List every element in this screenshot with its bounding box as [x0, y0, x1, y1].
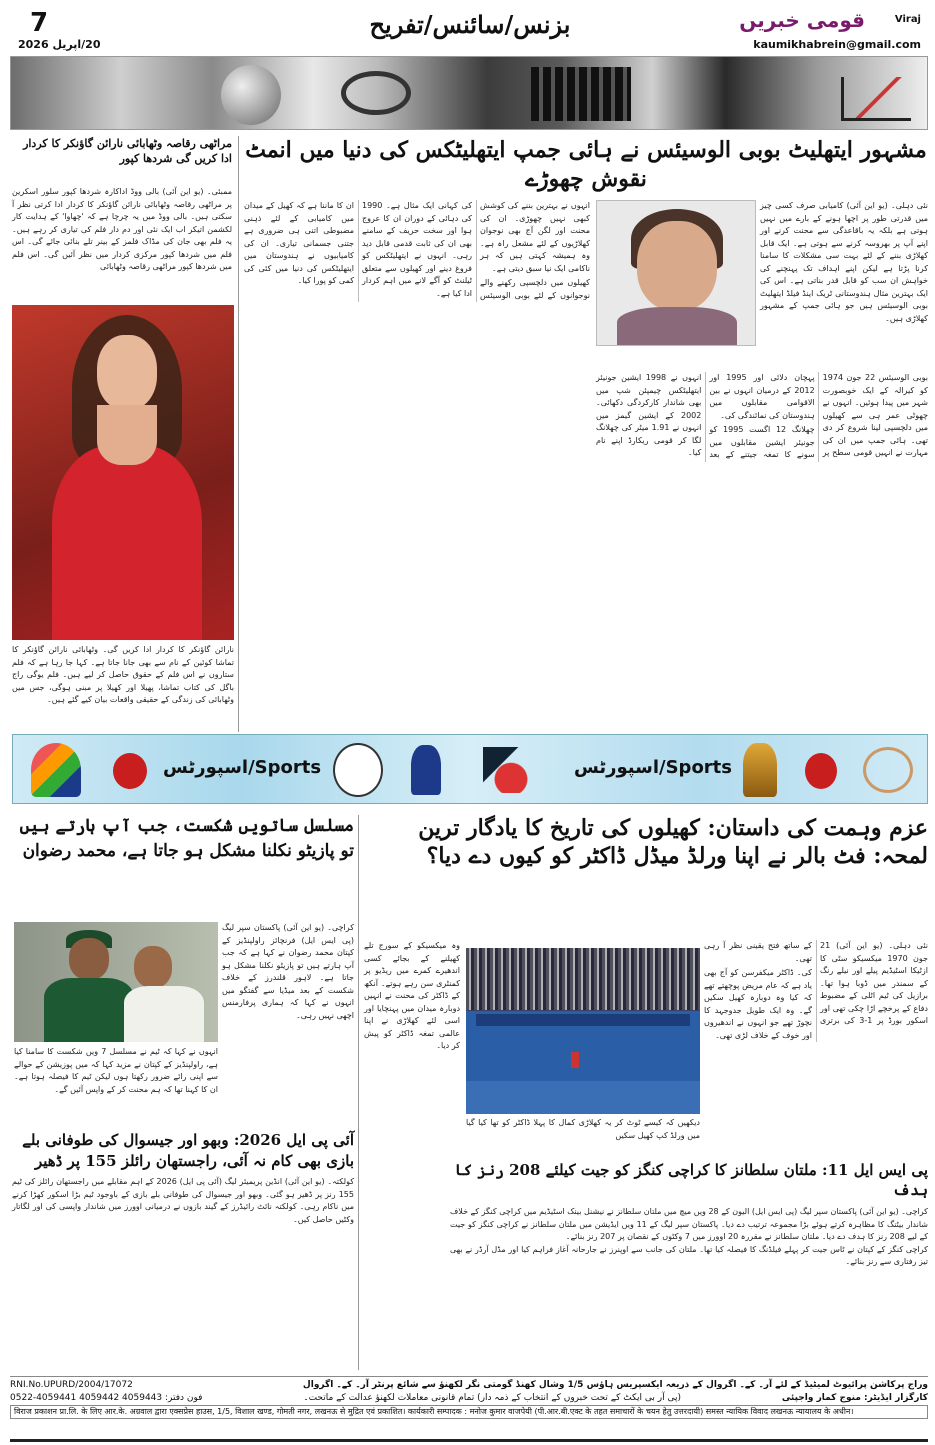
feature-headline-line2: لمحہ: فٹ بالر نے اپنا ورلڈ میڈل ڈاکٹر کو کیوں دے دیا؟	[426, 843, 928, 869]
globe-icon	[221, 65, 281, 125]
phone-numbers: 0522-4059441 4059442 4059443	[10, 1393, 163, 1403]
page-number: 7	[30, 8, 49, 38]
article-intro	[760, 200, 928, 325]
column-divider	[358, 815, 359, 1370]
bottom-rule	[10, 1439, 928, 1442]
paragraph: نئی دہلی۔ (یو این آئی) کامیابی صرف کسی چیز میں قدرتی طور پر اچھا ہونے کے بارے میں نہیں ہوتی ہے بلکہ یہ باقاعدگی سے محنت کرنے اور اپنے آپ پر بھروسہ کرنے سے ہوتی ہے۔ ایک قابل کھلاڑی بننے کے لئے بہت سی مشکلات کا سامنا کرنا پڑتا ہے لیکن اپنے اہداف تک پہنچنے کی خواہش ان سب کو قابل قدر بناتی ہے۔ اس کی ایک بہترین مثال ہندوستانی ٹریک اینڈ فیلڈ ایتھلیٹ بوبی الوسیئس ہیں جو ہائی جمپ کے مشہور کھلاڑی ہیں۔	[760, 201, 928, 323]
paragraph: انہوں نے کہا کہ ٹیم نے مسلسل 7 ویں شکست کا سامنا کیا ہے، راولپنڈیز کے کپتان نے مزید کہا کہ میں پوزیشن کے حوالے سے اپنی رائے ضرور رکھتا ہوں لیکن ٹیم کا فیصلہ ہوتا ہے۔ ان کا کہنا تھا کہ ہم محنت کر کے واپس آئیں گے۔	[14, 1047, 218, 1094]
rizwan-body	[14, 1046, 218, 1096]
paragraph: چھلانگ 12 اگست 1995 کو جونیئر ایشین مقابلوں میں سونے کا تمغہ جیتنے کے بعد انہوں نے 1998 ایشین جونیئر ایتھلیٹکس چیمپئن شپ میں بھی شاندار کارکردگی دکھائی۔ 2002 کے ایشین گیمز میں انہوں نے 1.91 میٹر کی چھلانگ لگا کر قومی ریکارڈ اپنے نام کیا۔	[596, 373, 815, 459]
legal-note: (پی آر بی ایکٹ کے تحت خبروں کے انتخاب کے ذمہ دار) تمام قانونی معاملات لکھنؤ عدالت کے ماتحت۔	[303, 1393, 681, 1403]
phone-label: فون دفتر:	[165, 1393, 203, 1403]
paragraph: کراچی۔ (یو این آئی) پاکستان سپر لیگ (پی ایس ایل) الیون کے 28 ویں میچ میں ملتان سلطانز نے نیشنل بینک اسٹیڈیم میں کراچی کنگز کے خلاف شاندار بیٹنگ کا مظاہرہ کرتے ہوئے بڑا مجموعہ ترتیب دے دیا۔ پاکستان سپر لیگ کے 11 ویں ایڈیشن میں ملتان سلطانز نے کراچی کنگز کو جیت کے لیے 208 رنز کا ہدف دے دیا۔ ملتان سلطانز نے مقررہ 20 اوورز میں 7 وکٹوں کے نقصان پر 207 رنز بنائے۔	[450, 1207, 928, 1241]
paragraph: بوبی الوسیئس 22 جون 1974 کو کیرالہ کے ایک خوبصورت شہر میں پیدا ہوئیں۔ انہوں نے چھوٹی عمر ہی سے کھیلوں میں دلچسپی لینا شروع کر دی تھی۔ ہائی جمپ میں ان کی مہارت نے انہیں قومی سطح پر پہچان دلائی اور 1995 اور 2012 کے درمیان انہوں نے بین الاقوامی مقابلوں میں ہندوستان کی نمائندگی کی۔	[709, 373, 928, 457]
paragraph: ممبئی۔ (یو این آئی) بالی ووڈ اداکارہ شردھا کپور سلور اسکرین پر مراٹھی رقاصہ وٹھابائی نارائن گاؤنکر کا کردار ادا کرتی نظر آ سکتی ہیں۔ بالی ووڈ میں یہ چرچا ہے کہ 'چھاوا' کے ہدایت کار لکشمن اتیکر اب ایک نئی اور دم دار فلم کی تیاری کر رہے ہیں۔ یہ فلم بھی جان کی مڈاک فلمز کے بینر تلے بنائی جائے گی۔ اس فلم میں شردھا کپور مرکزی کردار میں نظر آئیں گی۔ اس فلم میں شردھا کپور مراٹھی رقاصہ وٹھابائی	[12, 187, 232, 271]
sports-label: اسپورٹس/Sports	[163, 757, 322, 778]
actress-photo	[12, 305, 234, 640]
tennis-rackets-icon	[863, 747, 913, 793]
cricket-ball-icon	[113, 753, 147, 789]
paragraph: کی۔ ڈاکٹر میکفرسن کو آج بھی یاد ہے کہ عام مریض پوچھتے تھے کہ کیا وہ دوبارہ کھیل سکیں گے۔ وہ ایک طویل جدوجہد کا نچوڑ تھے جو انہوں نے اندھیروں اور خوف کے خلاف لڑی تھی۔	[704, 968, 812, 1040]
main-headline: مشہور ایتھلیٹ بوبی الوسیئس نے ہائی جمپ ایتھلیٹکس کی دنیا میں انمٹ نقوش چھوڑے	[245, 137, 927, 192]
ipl-headline-line1: آئی پی ایل 2026: وبھو اور جیسوال کی طوفانی بلے	[22, 1131, 354, 1149]
article-columns-right	[704, 940, 928, 1042]
sports-label: اسپورٹس/Sports	[573, 757, 732, 778]
section-banner-image	[10, 56, 928, 130]
athlete-photo	[596, 200, 756, 346]
hindi-imprint: विराज प्रकाशन प्रा.लि. के लिए आर.के. अग्रवाल द्वारा एक्सप्रेस हाउस, 1/5, विशाल खण्ड, गोमती नगर, लखनऊ से मुद्रित एवं प्रकाशित। कार्यकारी सम्पादक : मनोज कुमार वाजपेयी (पी.आर.बी.एक्ट के तहत समाचारों के चयन हेतु उत्तरदायी) समस्त न्यायिक विवाद लखनऊ न्यायालय के अधीन।	[10, 1405, 928, 1419]
rizwan-headline-line1: مسلسل ساتویں شکست، جب آپ ہارتے ہیں	[19, 816, 354, 836]
photo-caption: دیکھیں کہ کیسے ٹوٹ کر یہ کھلاڑی کمال کا پہلا ڈاکٹر کو تھا کیا گیا میں ورلڈ کپ کھیل سکیں	[466, 1118, 700, 1140]
contact-email[interactable]: kaumikhabrein@gmail.com	[753, 38, 921, 51]
ipl-body	[12, 1176, 354, 1226]
cricket-ball-icon	[805, 753, 837, 789]
paragraph: وہ میکسیکو کے سورج تلے کھیلنے کے بجائے کسی اندھیرے کمرے میں ریڈیو پر کمنٹری سن رہے ہوتے۔ آنکھ کے ڈاکٹر کی محنت نے انہیں دوبارہ میدان میں پہنچایا اور اسی لئے کھلاڑی نے اپنا عالمی تمغہ ڈاکٹر کو پیش کر دیا۔	[364, 941, 460, 1050]
film-strip-icon	[531, 67, 631, 121]
publisher-line: وراج پرکاشن پرائیوٹ لمیٹیڈ کے لئے آر۔ کے۔ اگروال کے ذریعہ ایکسپریس ہاؤس 1/5 وشال کھنڈ گومتی نگر لکھنؤ سے شائع پرنٹر آر۔ کے۔ اگروال	[302, 1380, 928, 1390]
paragraph: ان کا ماننا ہے کہ کھیل کے میدان میں کامیابی کے لئے ذہنی مضبوطی اتنی ہی ضروری ہے جتنی جسمانی تیاری۔ ان کی کامیابیوں نے ہندوستان میں ایتھلیٹکس کی دنیا میں کئی کی کمی کو پورا کیا۔	[244, 201, 354, 285]
article-columns-left	[364, 940, 460, 1053]
article-body	[12, 186, 232, 274]
psl-headline: پی ایس ایل 11: ملتان سلطانز کا کراچی کنگز کو جیت کیلئے 208 رنز کا ہدف	[454, 1161, 928, 1199]
rizwan-body-intro	[222, 922, 354, 1022]
rni-number: RNI.No.UPURD/2004/17072	[10, 1380, 133, 1390]
cricketers-photo	[14, 922, 218, 1042]
editor-name: کارگزار ایڈیٹر: منوج کمار واجپئی	[781, 1393, 928, 1403]
photo-caption: نارائن گاؤنکر کا کردار ادا کریں گی۔ وٹھابائی نارائن گاؤنکر کا تماشا کوئین کے نام سے بھی جانا جاتا ہے۔ کہا جا رہا ہے کہ فلم ستاروں نے اس فلم کے حقوق حاصل کر لیے ہیں۔ فلم یوگی راج باگل کی کتاب تماشا، پھیلا اور کھیلا پر مبنی ہوگی، جس میں وٹھابائی کی زندگی کے حقیقی واقعات بیان کیے گئے ہیں۔	[12, 645, 234, 704]
viraj-logo: Viraj	[894, 14, 921, 25]
section-title: بزنس/سائنس/تفریح	[369, 10, 571, 39]
rizwan-headline-line2: تو پازیٹو نکلنا مشکل ہو جاتا ہے، محمد رضوان	[22, 841, 354, 861]
paragraph: نئی دہلی۔ (یو این آئی) 21 جون 1970 میکسیکو سٹی کا ازٹیکا اسٹیڈیم پیلے اور نیلے رنگ کے سمندر میں ڈوبا ہوا تھا۔ برازیل کی ٹیم اٹلی کے مضبوط دفاع کے پرخچے اڑا چکی تھی اور اسکور بورڈ پر 1-3 کی برتری کے ساتھ فتح یقینی نظر آ رہی تھی۔	[704, 941, 928, 1025]
trophy-icon	[743, 743, 777, 797]
football-icon	[333, 743, 383, 797]
column-divider	[238, 136, 239, 732]
tennis-stadium-photo	[466, 948, 700, 1114]
growth-chart-icon	[841, 77, 911, 121]
cricket-bat-ball-icon	[483, 747, 553, 793]
article-columns-left	[244, 200, 590, 302]
paragraph: کھیلوں میں دلچسپی رکھنے والے نوجوانوں کے لئے بوبی الوسیئس کی کہانی ایک مثال ہے۔ 1990 کی دہائی کے دوران ان کا عروج ہوا اور سخت حریف کے سامنے بھی ان کی ثابت قدمی قابل دید رہی۔ انہوں نے ایتھلیٹکس کو فروغ دینے اور کھیلوں سے متعلق ٹیلنٹ کو آگے لانے میں اہم کردار ادا کیا ہے۔	[362, 201, 590, 300]
article-headline: مراٹھی رقاصہ وٹھابائی نارائن گاؤنکر کا کردار ادا کریں گی شردھا کپور	[23, 137, 232, 165]
sports-banner	[12, 734, 928, 804]
issue-date: 20/اپریل 2026	[18, 38, 101, 51]
paragraph: کراچی کنگز کے کپتان نے ٹاس جیت کر پہلے فیلڈنگ کا فیصلہ کیا تھا۔ ملتان کی جانب سے اوپنرز نے جارحانہ آغاز فراہم کیا اور مڈل آرڈر نے بھی تیز رفتاری سے رنز بنائے۔	[450, 1244, 928, 1266]
feature-headline-line1: عزم وہمت کی داستان: کھیلوں کی تاریخ کا یادگار ترین	[418, 815, 928, 841]
stethoscope-icon	[341, 71, 411, 115]
paragraph: کولکتہ۔ (یو این آئی) انڈین پریمیئر لیگ (آئی پی ایل) 2026 کے اہم مقابلے میں راجستھان رائلز کی ٹیم 155 رنز پر ڈھیر ہو گئی۔ وبھو اور جیسوال کی طوفانی بلے بازی کے باوجود ٹیم بڑا اسکور کھڑا کرنے میں ناکام رہی۔ کولکتہ نائٹ رائیڈرز کے گیند بازوں نے درمیانی اوورز میں شاندار واپسی کی اور لگاتار وکٹیں حاصل کیں۔	[12, 1177, 355, 1224]
psl-body	[450, 1206, 928, 1269]
article-columns-right	[596, 372, 928, 462]
paragraph: انہوں نے بہترین بننے کی کوشش کبھی نہیں چھوڑی۔ ان کی محنت اور لگن آج بھی نوجوان کھلاڑیوں کے لئے مشعل راہ ہے۔ وہ ہمیشہ کہتی ہیں کہ ہر ناکامی ایک نیا سبق دیتی ہے۔	[480, 201, 590, 273]
paragraph: کراچی۔ (یو این آئی) پاکستان سپر لیگ (پی ایس ایل) فرنچائز راولپنڈیز کے کپتان محمد رضوان نے کہا ہے کہ جب آپ ہارتے ہیں تو پازیٹو نکلنا مشکل ہو جاتا ہے۔ لاہور قلندرز کے خلاف شکست کے بعد میڈیا سے گفتگو میں انہوں نے کہا کہ ہماری پرفارمنس اچھی نہیں رہی۔	[222, 923, 354, 1020]
shuttlecock-icon	[31, 743, 81, 797]
imprint-footer	[10, 1376, 928, 1419]
ipl-headline-line2: بازی بھی کام نہ آئی، راجستھان رائلز 155 پر ڈھیر	[34, 1152, 354, 1170]
batsman-icon	[411, 745, 441, 795]
newspaper-logo: قومی خبریں	[739, 8, 865, 32]
